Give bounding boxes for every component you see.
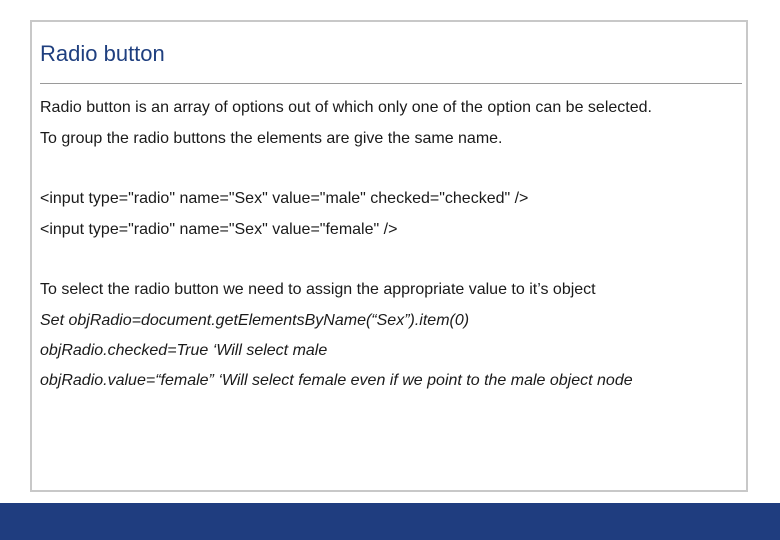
code-line-get-element: Set objRadio=document.getElementsByName(“Sex”).item(0)	[40, 312, 470, 329]
code-line-male: <input type="radio" name="Sex" value="male" checked="checked" />	[40, 190, 529, 207]
code-line-checked: objRadio.checked=True ‘Will select male	[40, 342, 328, 359]
body-text-line-3: To select the radio button we need to assign the appropriate value to it’s object	[40, 281, 596, 298]
slide-title: Radio button	[40, 41, 165, 66]
footer-bar	[0, 503, 780, 540]
content-frame	[30, 20, 748, 492]
title-divider	[40, 83, 742, 84]
code-line-value: objRadio.value=“female” ‘Will select female even if we point to the male object node	[40, 372, 633, 389]
body-text-line-2: To group the radio buttons the elements are give the same name.	[40, 130, 503, 147]
body-text-line-1: Radio button is an array of options out of which only one of the option can be selected.	[40, 99, 652, 116]
code-line-female: <input type="radio" name="Sex" value="female" />	[40, 221, 398, 238]
